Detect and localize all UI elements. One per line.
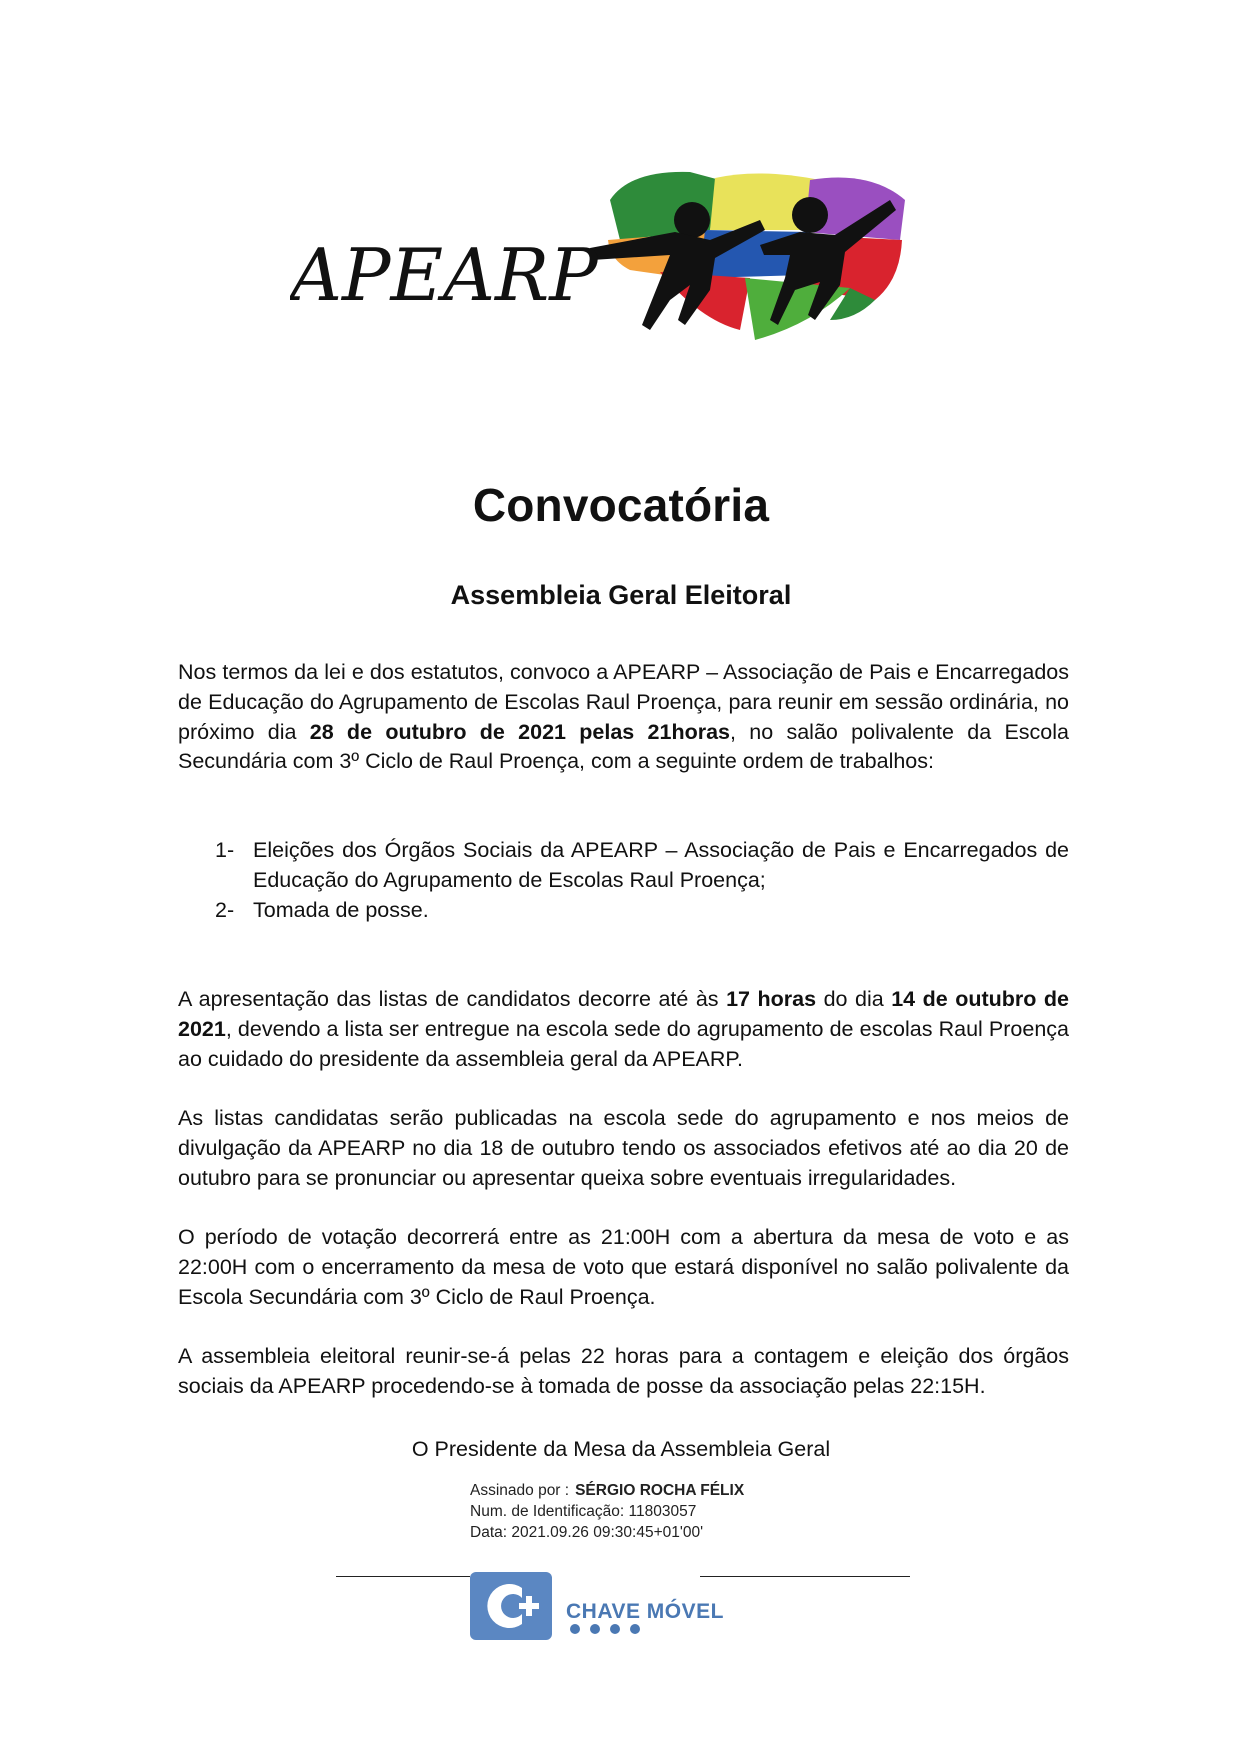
digital-signature <box>470 1480 800 1543</box>
list-item-text: Tomada de posse. <box>253 897 429 922</box>
paragraph-candidate-lists <box>178 985 1069 1074</box>
deadline-hour-bold: 17 horas <box>726 987 817 1011</box>
deadline-date-bold: 14 de outubro de 2021 <box>178 987 1070 1041</box>
president-label: O Presidente da Mesa da Assembleia Geral <box>411 1437 831 1461</box>
list-item <box>178 836 1069 896</box>
signed-by-label: Assinado por : <box>470 1482 570 1499</box>
paragraph-publication: As listas candidatas serão publicadas na escola sede do agrupamento e nos meios de divulgação da APEARP no dia 18 de outubro tendo os associados efetivos até ao dia 20 de outubro para se pronunciar ou apresentar queixa sobre eventuais irregularidades. <box>178 1106 1069 1190</box>
list-item <box>178 896 1069 926</box>
paragraph-text: Nos termos da lei e dos estatutos, convoco a APEARP – Associação de Pais e Encarregados de Educação do Agrupamento de Escolas Raul Proença, para reunir em sessão ordinária, no próximo dia <box>178 660 1069 744</box>
signed-by-line <box>470 1480 800 1501</box>
page-subtitle: Assembleia Geral Eleitoral <box>450 580 792 610</box>
paragraph-text: , devendo a lista ser entregue na escola sede do agrupamento de escolas Raul Proença ao cuidado do presidente da assembleia geral da APEARP. <box>178 1016 1069 1071</box>
list-item-number: 2- <box>215 897 235 922</box>
signature-line-left <box>336 1576 470 1577</box>
agenda-list <box>178 836 1069 925</box>
page-title: Convocatória <box>472 479 770 531</box>
apearp-logo <box>290 160 970 350</box>
signature-date: Data: 2021.09.26 09:30:45+01'00' <box>470 1524 704 1541</box>
list-item-number: 1- <box>215 838 235 862</box>
paragraph-convocation <box>178 658 1069 777</box>
signature-line-right <box>700 1576 910 1577</box>
list-item-text: Eleições dos Órgãos Sociais da APEARP – Associação de Pais e Encarregados de Educação do Agrupamento de Escolas Raul Proença; <box>253 838 1069 892</box>
chave-movel-text: CHAVE MÓVEL <box>566 1600 724 1623</box>
paragraph-text: do dia <box>816 987 892 1011</box>
paragraph-text: A apresentação das listas de candidatos decorre até às <box>178 987 727 1011</box>
apearp-logo-graphic <box>290 160 970 350</box>
signer-name: SÉRGIO ROCHA FÉLIX <box>575 1482 745 1499</box>
signature-id: Num. de Identificação: 11803057 <box>470 1503 697 1520</box>
paragraph-text: , no salão polivalente da Escola Secundária com 3º Ciclo de Raul Proença, com a seguinte ordem de trabalhos: <box>178 719 1069 774</box>
apearp-wordmark: APEARP <box>290 233 598 317</box>
meeting-date-bold: 28 de outubro de 2021 pelas 21horas <box>309 719 731 744</box>
paragraph-assembly: A assembleia eleitoral reunir-se-á pelas 22 horas para a contagem e eleição dos órgãos sociais da APEARP procedendo-se à tomada de posse da associação pelas 22:15H. <box>178 1344 1069 1398</box>
paragraph-voting-period: O período de votação decorrerá entre as 21:00H com a abertura da mesa de voto e as 22:00H com o encerramento da mesa de voto que estará disponível no salão polivalente da Escola Secundária com 3º Ciclo de Raul Proença. <box>178 1225 1069 1309</box>
